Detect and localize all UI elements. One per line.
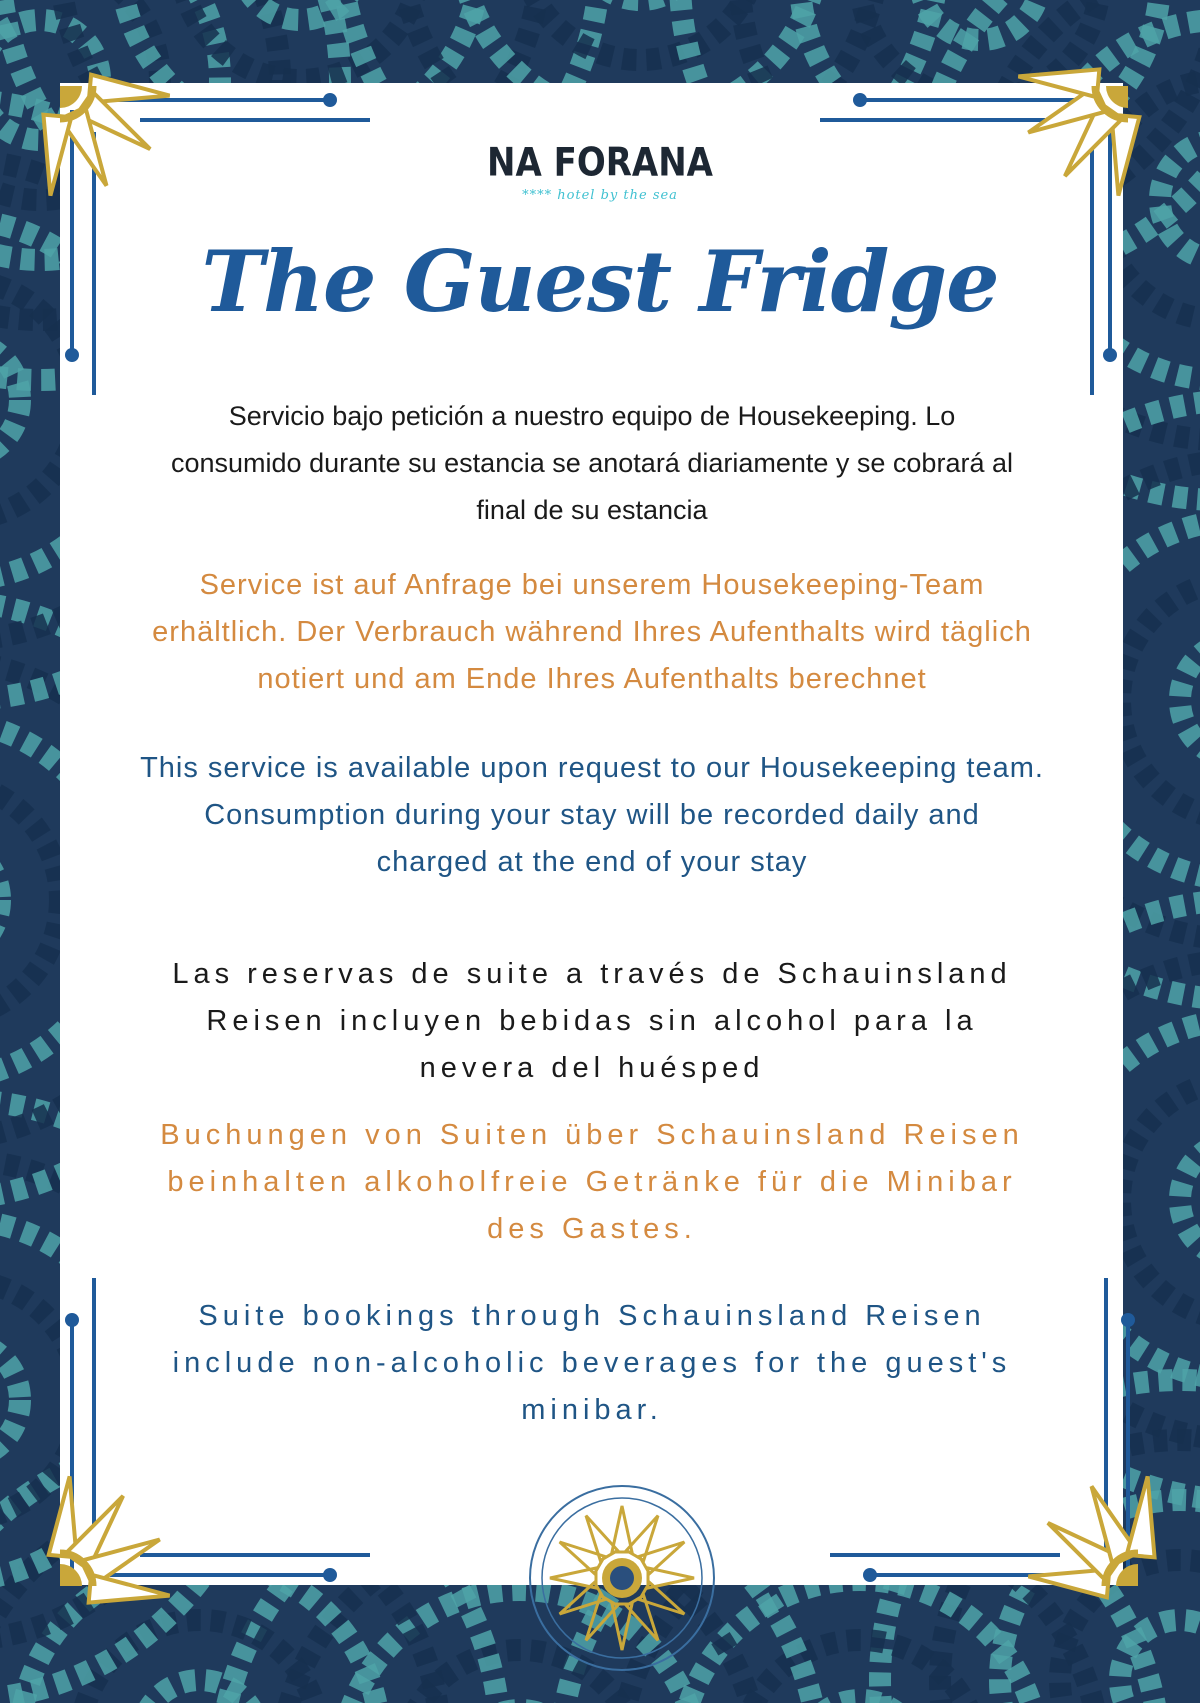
text-line: notiert und am Ende Ihres Aufenthalts berechnet — [257, 663, 927, 695]
service-text-de — [62, 562, 1122, 703]
text-line: minibar. — [521, 1394, 663, 1426]
text-line: Las reservas de suite a través de Schauinsland — [172, 958, 1012, 990]
text-line: des Gastes. — [487, 1213, 697, 1245]
suites-text-es — [62, 951, 1122, 1092]
text-line: Servicio bajo petición a nuestro equipo de Housekeeping. Lo — [228, 401, 956, 431]
suites-text-en — [62, 1293, 1122, 1434]
text-line: Service ist auf Anfrage bei unserem Housekeeping-Team — [199, 569, 985, 601]
text-line: Buchungen von Suiten über Schauinsland Reisen — [160, 1119, 1024, 1151]
text-line: Consumption during your stay will be recorded daily and — [204, 799, 980, 831]
text-line: Suite bookings through Schauinsland Reisen — [198, 1300, 986, 1332]
text-line: beinhalten alkoholfreie Getränke für die Minibar — [167, 1166, 1017, 1198]
hotel-logo-tagline: **** hotel by the sea — [522, 188, 678, 203]
text-line: consumido durante su estancia se anotará diariamente y se cobrará al — [171, 448, 1013, 478]
service-text-en — [62, 745, 1122, 886]
text-line: final de su estancia — [476, 495, 708, 525]
text-line: This service is available upon request to our Housekeeping team. — [140, 752, 1044, 784]
text-line: include non-alcoholic beverages for the guest's — [172, 1347, 1012, 1379]
text-line: erhältlich. Der Verbrauch während Ihres Aufenthalts wird täglich — [152, 616, 1032, 648]
text-line: Reisen incluyen bebidas sin alcohol para la — [206, 1005, 978, 1037]
service-text-es — [62, 393, 1122, 534]
hotel-logo-name: NA FORANA — [487, 140, 713, 186]
page-title: The Guest Fridge — [201, 232, 999, 331]
text-line: nevera del huésped — [419, 1052, 765, 1084]
suites-text-de — [62, 1112, 1122, 1253]
text-line: charged at the end of your stay — [376, 846, 808, 878]
